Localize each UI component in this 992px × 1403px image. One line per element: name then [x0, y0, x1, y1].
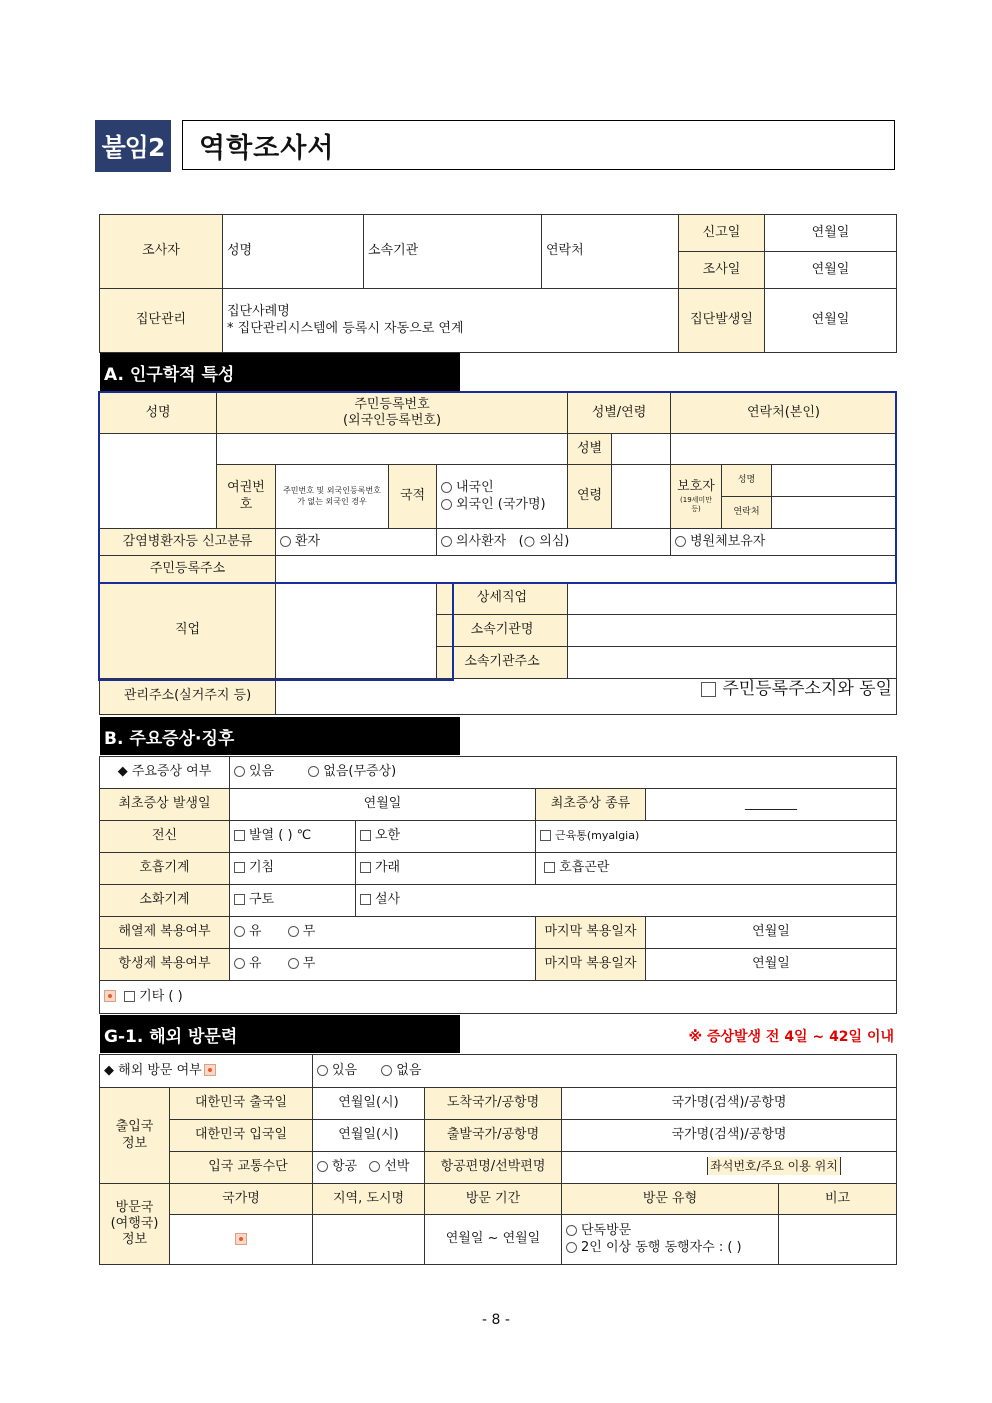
- city-header: 지역, 도시명: [313, 1184, 425, 1215]
- foreign-rrn-label: (외국인등록번호): [342, 413, 442, 428]
- symptom-no-option[interactable]: [308, 764, 396, 779]
- survey-date-label: 조사일: [679, 252, 765, 289]
- domestic-label: 내국인: [456, 480, 494, 496]
- depart-country-label: 출발국가/공항명: [425, 1120, 562, 1152]
- arrive-country-label: 도착국가/공항명: [425, 1088, 562, 1120]
- section-a-title: A. 인구학적 특성: [100, 353, 460, 391]
- checkbox-icon: [234, 894, 245, 905]
- air-label: 항공: [332, 1159, 358, 1175]
- antibiotic-no[interactable]: [288, 956, 316, 971]
- chill-option[interactable]: [356, 821, 536, 853]
- symptom-yes-option[interactable]: [234, 764, 274, 779]
- org-name-field[interactable]: [568, 615, 897, 647]
- antipyretic-yes-label: 유: [249, 924, 262, 940]
- group-label: 집단관리: [100, 289, 223, 353]
- radio-icon: [317, 1161, 328, 1172]
- visit-question-text: ◆ 해외 방문 여부: [104, 1062, 202, 1078]
- nationality-label: 국적: [389, 465, 437, 529]
- rrn-header: [217, 393, 568, 434]
- class-suspect-option[interactable]: [437, 529, 671, 556]
- symptom-no-label: 없음(무증상): [323, 764, 397, 780]
- flight-label: 항공편명/선박편명: [425, 1152, 562, 1184]
- address-field[interactable]: [276, 556, 897, 583]
- visit-no-label: 없음: [396, 1062, 422, 1078]
- checkbox-icon: [360, 830, 371, 841]
- main-symptom-label: ◆ 주요증상 여부: [100, 757, 230, 789]
- rrn-label: 주민등록번호: [354, 396, 430, 412]
- antibiotic-last-label: 마지막 복용일자: [536, 949, 646, 981]
- contact-self-field[interactable]: [671, 434, 897, 465]
- alone-label: 단독방문: [581, 1223, 632, 1239]
- class-suspect-label: 의사환자: [456, 533, 507, 549]
- onset-field[interactable]: 연월일: [230, 789, 536, 821]
- radio-icon: [234, 766, 245, 777]
- ship-label: 선박: [384, 1159, 410, 1175]
- visit-period-note: ※ 증상발생 전 4일 ~ 42일 이내: [688, 1029, 894, 1045]
- visit-info-label: 방문국 (여행국) 정보: [100, 1184, 170, 1265]
- radio-icon: [280, 536, 291, 547]
- antipyretic-last-label: 마지막 복용일자: [536, 917, 646, 949]
- antibiotic-label: 항생제 복용여부: [100, 949, 230, 981]
- org-name-label: 소속기관명: [437, 615, 568, 647]
- group-label: 2인 이상 동행 동행자수 : ( ): [581, 1239, 742, 1255]
- antipyretic-no-label: 무: [302, 924, 316, 940]
- overseas-table: [99, 1054, 897, 1265]
- org-addr-label: 소속기관주소: [437, 647, 568, 679]
- flag-icon: [204, 1064, 216, 1076]
- antibiotic-yes[interactable]: [234, 956, 262, 971]
- depart-label: 대한민국 출국일: [170, 1088, 313, 1120]
- visit-yes-label: 있음: [332, 1062, 358, 1078]
- antipyretic-options: [230, 917, 536, 949]
- visit-no-option[interactable]: [381, 1063, 421, 1078]
- depart-field[interactable]: 연월일(시): [313, 1088, 425, 1120]
- antibiotic-yes-label: 유: [249, 956, 262, 972]
- report-date-label: 신고일: [679, 215, 765, 252]
- seat-label: 좌석번호/주요 이용 위치: [707, 1157, 841, 1175]
- foreign-option[interactable]: [441, 497, 563, 513]
- other-symptom-label: 기타 ( ): [139, 988, 183, 1004]
- guardian-note: (19세미만 등): [680, 495, 712, 513]
- city-field[interactable]: [313, 1215, 425, 1265]
- report-date-field[interactable]: 연월일: [765, 215, 897, 252]
- radio-icon: [566, 1225, 577, 1236]
- alone-option[interactable]: [566, 1223, 774, 1239]
- remark-field[interactable]: [779, 1215, 897, 1265]
- checkbox-icon: [360, 862, 371, 873]
- guardian-fields: [772, 465, 897, 529]
- diarrhea-option[interactable]: [356, 885, 897, 917]
- dyspnea-label: 호흡곤란: [559, 860, 610, 876]
- digestive-label: 소화기계: [100, 885, 230, 917]
- group-name-field[interactable]: [223, 289, 679, 353]
- investigator-label: 조사자: [100, 215, 223, 289]
- radio-icon: [234, 958, 245, 969]
- remark-header: 비고: [779, 1184, 897, 1215]
- guardian-name-field[interactable]: [772, 465, 896, 497]
- flag-icon: [235, 1233, 247, 1245]
- org-addr-field[interactable]: [568, 647, 897, 679]
- radio-icon: [675, 536, 686, 547]
- checkbox-icon: [360, 894, 371, 905]
- depart-country-field[interactable]: 국가명(검색)/공항명: [562, 1120, 897, 1152]
- group-onset-label: 집단발생일: [679, 289, 765, 353]
- foreign-label: 외국인 (국가명): [456, 496, 546, 512]
- radio-icon: [317, 1065, 328, 1076]
- flight-seat-cell[interactable]: [562, 1152, 897, 1184]
- myalgia-option[interactable]: [536, 821, 897, 853]
- group-name-label: 집단사례명: [227, 304, 290, 320]
- cough-label: 기침: [249, 860, 275, 876]
- other-symptom-row[interactable]: [100, 981, 897, 1014]
- antibiotic-no-label: 무: [302, 956, 316, 972]
- respiratory-label: 호흡기계: [100, 853, 230, 885]
- guardian-title: 보호자: [677, 479, 715, 495]
- myalgia-label: 근육통(myalgia): [555, 829, 640, 843]
- sputum-option[interactable]: [356, 853, 536, 885]
- entry-label: 대한민국 입국일: [170, 1120, 313, 1152]
- address-label: 주민등록주소: [100, 556, 276, 583]
- class-carrier-option[interactable]: [671, 529, 897, 556]
- section-b-title: B. 주요증상·징후: [100, 717, 460, 755]
- visit-question-label: [100, 1055, 313, 1088]
- sputum-label: 가래: [375, 860, 401, 876]
- group-option[interactable]: [566, 1240, 774, 1256]
- name-field[interactable]: [100, 434, 217, 529]
- symptom-yes-label: 있음: [249, 764, 275, 780]
- job-detail-label: 상세직업: [437, 583, 568, 615]
- air-option[interactable]: [317, 1159, 357, 1174]
- entry-field[interactable]: 연월일(시): [313, 1120, 425, 1152]
- checkbox-icon: [544, 862, 555, 873]
- fever-label: 발열 ( ) ℃: [249, 828, 312, 844]
- antibiotic-options: [230, 949, 536, 981]
- radio-icon: [441, 499, 452, 510]
- age-label: 연령: [568, 465, 612, 529]
- age-field[interactable]: [612, 465, 671, 529]
- report-class-label: 감염병환자등 신고분류: [100, 529, 276, 556]
- same-address-label: 주민등록주소지와 동일: [722, 679, 892, 699]
- passport-label: 여권번호: [217, 465, 276, 529]
- onset-kind-field[interactable]: ________: [646, 789, 897, 821]
- sex-label: 성별: [568, 434, 612, 465]
- radio-icon: [441, 536, 452, 547]
- attachment-badge: 붙임2: [95, 120, 171, 172]
- antipyretic-last-field[interactable]: 연월일: [646, 917, 897, 949]
- vomit-option[interactable]: [230, 885, 356, 917]
- job-label: 직업: [100, 583, 276, 679]
- investigator-org-field[interactable]: 소속기관: [364, 215, 542, 289]
- period-field[interactable]: 연월일 ~ 연월일: [425, 1215, 562, 1265]
- cough-option[interactable]: [230, 853, 356, 885]
- onset-label: 최초증상 발생일: [100, 789, 230, 821]
- antipyretic-no[interactable]: [288, 924, 316, 939]
- radio-icon: [234, 926, 245, 937]
- name-header: 성명: [100, 393, 217, 434]
- chill-label: 오한: [375, 828, 401, 844]
- same-address-checkbox[interactable]: [701, 682, 716, 697]
- radio-icon: [566, 1242, 577, 1253]
- mgmt-addr-label: 관리주소(실거주지 등): [100, 679, 276, 715]
- visit-options: [313, 1055, 897, 1088]
- antibiotic-last-field[interactable]: 연월일: [646, 949, 897, 981]
- job-detail-field[interactable]: [568, 583, 897, 615]
- group-onset-field[interactable]: 연월일: [765, 289, 897, 353]
- guardian-contact-field[interactable]: [772, 497, 896, 528]
- group-note: * 집단관리시스템에 등록시 자동으로 연계: [227, 320, 464, 336]
- onset-kind-label: 최초증상 종류: [536, 789, 646, 821]
- rrn-field[interactable]: [217, 434, 568, 465]
- fever-option[interactable]: [230, 821, 356, 853]
- radio-icon: [288, 926, 299, 937]
- vomit-label: 구토: [249, 892, 275, 908]
- page-number: - 8 -: [482, 1312, 510, 1328]
- ship-option[interactable]: [369, 1159, 409, 1174]
- dyspnea-option[interactable]: [536, 853, 897, 885]
- checkbox-icon: [234, 862, 245, 873]
- investigator-contact-field[interactable]: 연락처: [542, 215, 679, 289]
- investigator-name-field[interactable]: 성명: [223, 215, 364, 289]
- sex-field[interactable]: [612, 434, 671, 465]
- visit-yes-option[interactable]: [317, 1063, 357, 1078]
- antipyretic-yes[interactable]: [234, 924, 262, 939]
- symptoms-table: [99, 756, 897, 1014]
- transport-options: [313, 1152, 425, 1184]
- checkbox-icon: [124, 991, 135, 1002]
- guardian-subheaders: [722, 465, 772, 529]
- flag-icon: [104, 990, 116, 1002]
- guardian-contact-label: 연락처: [733, 507, 760, 517]
- main-symptom-options: [230, 757, 897, 789]
- class-patient-option[interactable]: [276, 529, 437, 556]
- radio-icon: [441, 482, 452, 493]
- radio-icon: [288, 958, 299, 969]
- radio-icon: [308, 766, 319, 777]
- section-g-title: G-1. 해외 방문력: [100, 1015, 460, 1053]
- immigration-label: 출입국 정보: [100, 1088, 170, 1184]
- country-header: 국가명: [170, 1184, 313, 1215]
- visit-type-header: 방문 유형: [562, 1184, 779, 1215]
- checkbox-icon: [234, 830, 245, 841]
- visit-type-options: [562, 1215, 779, 1265]
- job-field[interactable]: [276, 583, 437, 679]
- guardian-label: [671, 465, 722, 529]
- sex-age-header: 성별/연령: [568, 393, 671, 434]
- antipyretic-label: 해열제 복용여부: [100, 917, 230, 949]
- class-carrier-label: 병원체보유자: [690, 533, 766, 549]
- contact-self-header: 연락처(본인): [671, 393, 897, 434]
- guardian-name-label: 성명: [722, 465, 771, 497]
- radio-icon: [369, 1161, 380, 1172]
- demographics-table: [99, 392, 897, 715]
- domestic-option[interactable]: [441, 480, 563, 496]
- mgmt-addr-field[interactable]: [276, 679, 897, 715]
- systemic-label: 전신: [100, 821, 230, 853]
- survey-date-field[interactable]: 연월일: [765, 252, 897, 289]
- page-title: 역학조사서: [182, 120, 895, 170]
- class-suspect2-label: (○ 의심): [518, 533, 570, 549]
- arrive-country-field[interactable]: 국가명(검색)/공항명: [562, 1088, 897, 1120]
- investigator-table: [99, 214, 897, 353]
- diarrhea-label: 설사: [375, 892, 401, 908]
- period-header: 방문 기간: [425, 1184, 562, 1215]
- checkbox-icon: [540, 830, 551, 841]
- nationality-options: [437, 465, 568, 529]
- country-field[interactable]: [170, 1215, 313, 1265]
- transport-label: [170, 1152, 313, 1184]
- transport-text: 입국 교통수단: [208, 1159, 288, 1175]
- radio-icon: [381, 1065, 392, 1076]
- class-patient-label: 환자: [295, 533, 321, 549]
- passport-note[interactable]: 주민번호 및 외국인등록번호가 없는 외국인 경우: [276, 465, 389, 529]
